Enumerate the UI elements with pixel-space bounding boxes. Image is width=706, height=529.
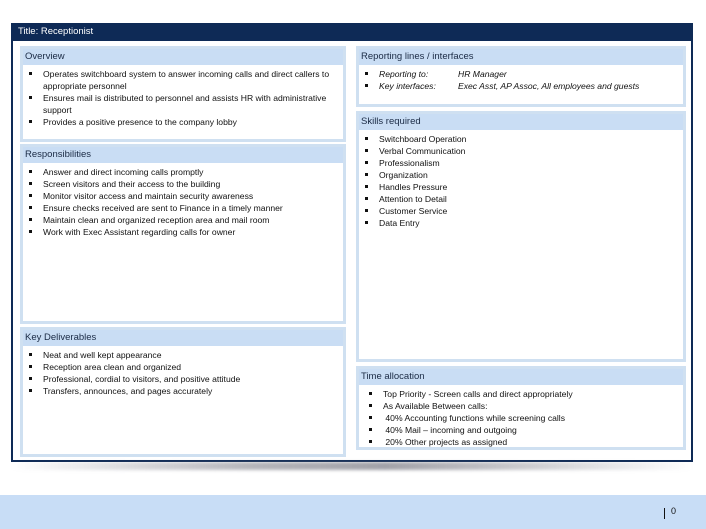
overview-list bbox=[23, 65, 343, 128]
reporting-lines-heading: Reporting lines / interfaces bbox=[359, 49, 683, 65]
bullet-icon bbox=[365, 149, 368, 152]
overview-box bbox=[20, 46, 346, 142]
bullet-icon bbox=[29, 120, 32, 123]
list-item: Verbal Communication bbox=[363, 145, 683, 157]
bullet-icon bbox=[365, 197, 368, 200]
list-item: Transfers, announces, and pages accurately bbox=[27, 385, 343, 397]
responsibilities-heading: Responsibilities bbox=[23, 147, 343, 163]
list-item: Answer and direct incoming calls promptly bbox=[27, 166, 343, 178]
bullet-icon bbox=[365, 161, 368, 164]
overview-heading: Overview bbox=[23, 49, 343, 65]
list-item: Top Priority - Screen calls and direct appropriately bbox=[367, 388, 683, 400]
reporting-to-label: Reporting to: bbox=[379, 69, 429, 79]
bullet-icon bbox=[369, 392, 372, 395]
list-item: Customer Service bbox=[363, 205, 683, 217]
list-item: As Available Between calls: bbox=[367, 400, 683, 412]
list-item: Operates switchboard system to answer incoming calls and direct callers to appropriate personnel bbox=[27, 68, 343, 92]
list-item: Switchboard Operation bbox=[363, 133, 683, 145]
bullet-icon bbox=[29, 389, 32, 392]
bullet-icon bbox=[29, 230, 32, 233]
bullet-icon bbox=[29, 218, 32, 221]
list-item: 40% Accounting functions while screening calls bbox=[367, 412, 683, 424]
time-allocation-list bbox=[359, 385, 683, 448]
reporting-to-value: HR Manager bbox=[458, 69, 507, 79]
list-item: Work with Exec Assistant regarding calls for owner bbox=[27, 226, 343, 238]
bullet-icon bbox=[369, 416, 372, 419]
skills-required-list bbox=[359, 130, 683, 229]
list-item: Professionalism bbox=[363, 157, 683, 169]
list-item bbox=[363, 80, 683, 92]
bullet-icon bbox=[29, 72, 32, 75]
list-item: Organization bbox=[363, 169, 683, 181]
list-item: Reception area clean and organized bbox=[27, 361, 343, 373]
time-allocation-heading: Time allocation bbox=[359, 369, 683, 385]
key-deliverables-box bbox=[20, 327, 346, 457]
page-separator bbox=[664, 508, 665, 519]
list-item: Screen visitors and their access to the building bbox=[27, 178, 343, 190]
bullet-icon bbox=[369, 440, 372, 443]
skills-required-heading: Skills required bbox=[359, 114, 683, 130]
list-item: Attention to Detail bbox=[363, 193, 683, 205]
responsibilities-box bbox=[20, 144, 346, 324]
page-number: 0 bbox=[671, 506, 677, 516]
list-item: Monitor visitor access and maintain security awareness bbox=[27, 190, 343, 202]
bullet-icon bbox=[365, 221, 368, 224]
bullet-icon bbox=[365, 84, 368, 87]
bullet-icon bbox=[365, 137, 368, 140]
bullet-icon bbox=[29, 353, 32, 356]
bullet-icon bbox=[29, 194, 32, 197]
frame-shadow bbox=[11, 462, 693, 470]
bullet-icon bbox=[29, 365, 32, 368]
bullet-icon bbox=[369, 428, 372, 431]
bullet-icon bbox=[29, 96, 32, 99]
list-item: Handles Pressure bbox=[363, 181, 683, 193]
bullet-icon bbox=[29, 182, 32, 185]
reporting-lines-list bbox=[359, 65, 683, 92]
list-item bbox=[363, 68, 683, 80]
list-item: Ensures mail is distributed to personnel and assists HR with administrative support bbox=[27, 92, 343, 116]
time-allocation-box bbox=[356, 366, 686, 450]
list-item: Maintain clean and organized reception area and mail room bbox=[27, 214, 343, 226]
bullet-icon bbox=[365, 209, 368, 212]
page-title: Title: Receptionist bbox=[11, 23, 693, 41]
key-deliverables-list bbox=[23, 346, 343, 397]
bullet-icon bbox=[29, 170, 32, 173]
list-item: 20% Other projects as assigned bbox=[367, 436, 683, 448]
list-item: Ensure checks received are sent to Finance in a timely manner bbox=[27, 202, 343, 214]
bullet-icon bbox=[29, 377, 32, 380]
responsibilities-list bbox=[23, 163, 343, 238]
bullet-icon bbox=[29, 206, 32, 209]
footer-band bbox=[0, 495, 706, 529]
key-interfaces-label: Key interfaces: bbox=[379, 81, 436, 91]
key-deliverables-heading: Key Deliverables bbox=[23, 330, 343, 346]
bullet-icon bbox=[369, 404, 372, 407]
reporting-lines-box bbox=[356, 46, 686, 107]
bullet-icon bbox=[365, 185, 368, 188]
list-item: Provides a positive presence to the company lobby bbox=[27, 116, 343, 128]
list-item: Professional, cordial to visitors, and positive attitude bbox=[27, 373, 343, 385]
skills-required-box bbox=[356, 111, 686, 362]
list-item: Data Entry bbox=[363, 217, 683, 229]
list-item: 40% Mail – incoming and outgoing bbox=[367, 424, 683, 436]
key-interfaces-value: Exec Asst, AP Assoc, All employees and guests bbox=[458, 81, 640, 91]
bullet-icon bbox=[365, 72, 368, 75]
list-item: Neat and well kept appearance bbox=[27, 349, 343, 361]
bullet-icon bbox=[365, 173, 368, 176]
